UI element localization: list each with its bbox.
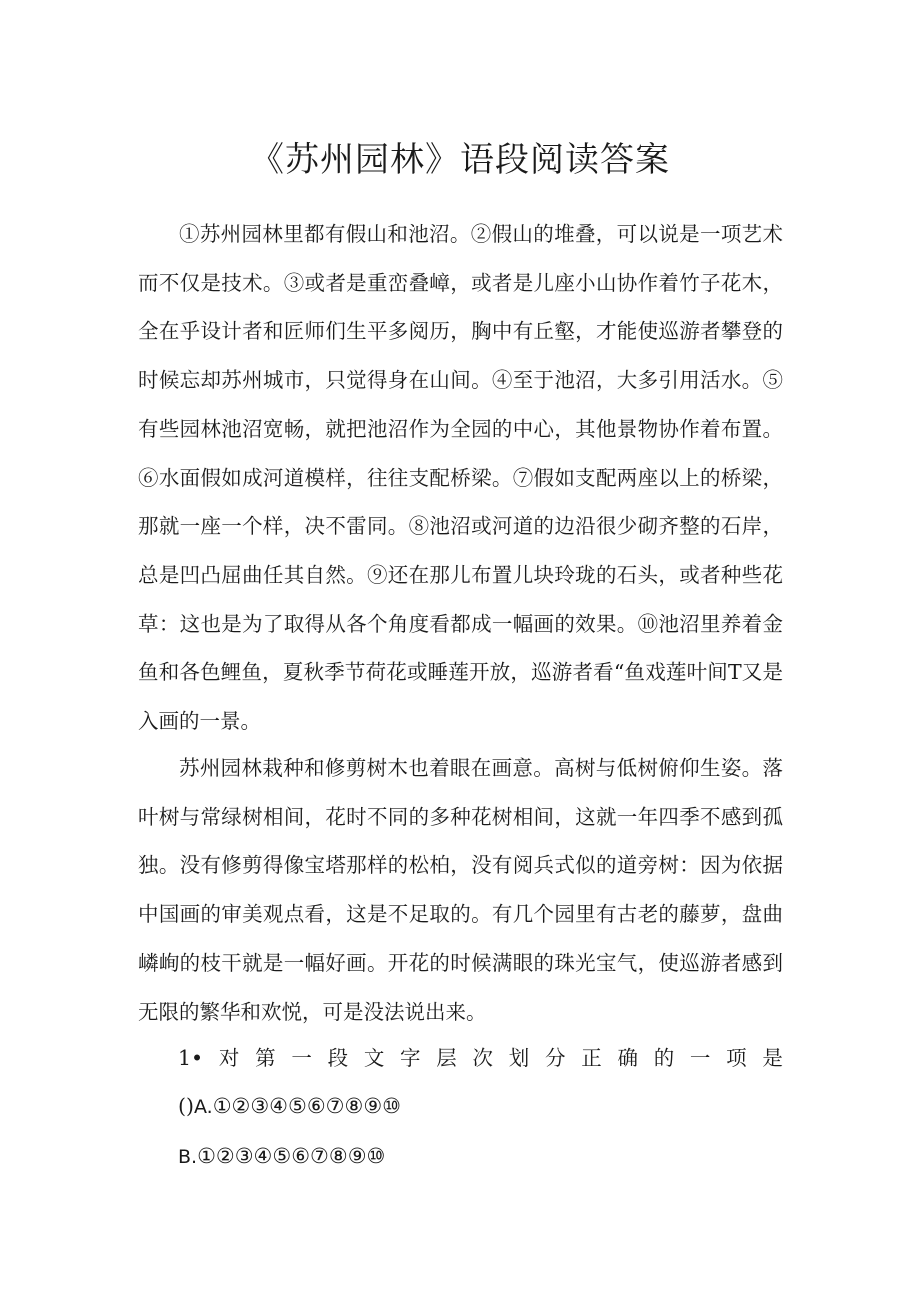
option-a-letter: A. xyxy=(194,1096,213,1118)
stem-char: 对 xyxy=(218,1046,240,1070)
option-b-items: ①②③④⑤⑥⑦⑧⑨⑩ xyxy=(197,1144,386,1168)
passage-paragraph-1: ①苏州园林里都有假山和池沼。②假山的堆叠，可以说是一项艺术而不仅是技术。③或者是重峦叠嶂，或者是儿座小山协作着竹子花木，全在乎设计者和匠师们生平多阅历，胸中有丘壑，才能使巡游者攀登的时候忘却苏州城市，只觉得身在山间。④至于池沼，大多引用活水。⑤有些园林池沼宽畅，就把池沼作为全园的中心，其他景物协作着布置。⑥水面假如成河道模样，往往支配桥梁。⑦假如支配两座以上的桥梁，那就一座一个样，决不雷同。⑧池沼或河道的边沿很少砌齐整的石岸，总是凹凸屈曲任其自然。⑨还在那儿布置儿块玲珑的石头，或者种些花草：这也是为了取得从各个角度看都成一幅画的效果。⑩池沼里养着金鱼和各色鲤鱼，夏秋季节荷花或睡莲开放，巡游者看“鱼戏莲叶间T又是入画的一景。 xyxy=(138,222,783,734)
stem-char: 正 xyxy=(581,1046,602,1070)
stem-char: 是 xyxy=(762,1046,783,1070)
stem-char: 文 xyxy=(363,1046,385,1070)
question-1-stem xyxy=(178,1034,783,1082)
answer-blank: () xyxy=(178,1094,194,1118)
option-a-items: ①②③④⑤⑥⑦⑧⑨⑩ xyxy=(212,1094,401,1118)
stem-char: 层 xyxy=(436,1046,457,1070)
stem-char: 的 xyxy=(653,1046,675,1070)
stem-char: 分 xyxy=(544,1046,566,1070)
stem-char: 字 xyxy=(400,1046,421,1070)
passage-paragraph-2: 苏州园林栽种和修剪树木也着眼在画意。高树与低树俯仰生姿。落叶树与常绿树相间，花时不同的多种花树相间，这就一年四季不感到孤独。没有修剪得像宝塔那样的松柏，没有阅兵式似的道旁树：因为依据中国画的审美观点看，这是不足取的。有几个园里有古老的藤萝，盘曲嶙峋的枝干就是一幅好画。开花的时候满眼的珠光宝气，使巡游者感到无限的繁华和欢悦，可是没法说出来。 xyxy=(138,756,783,1024)
stem-char: 一 xyxy=(689,1046,711,1070)
stem-char: 划 xyxy=(508,1046,530,1070)
stem-char: 段 xyxy=(327,1046,349,1070)
stem-char: 次 xyxy=(472,1046,494,1070)
option-b xyxy=(178,1132,783,1181)
document-title: 《苏州园林》语段阅读答案 xyxy=(250,140,670,180)
stem-char: 一 xyxy=(291,1046,312,1070)
stem-char: 项 xyxy=(726,1046,747,1070)
option-b-letter: B. xyxy=(178,1146,198,1168)
stem-char: 第 xyxy=(255,1046,276,1070)
stem-char: 确 xyxy=(617,1046,638,1070)
question-number: 1• xyxy=(178,1046,204,1070)
option-a xyxy=(178,1082,783,1131)
